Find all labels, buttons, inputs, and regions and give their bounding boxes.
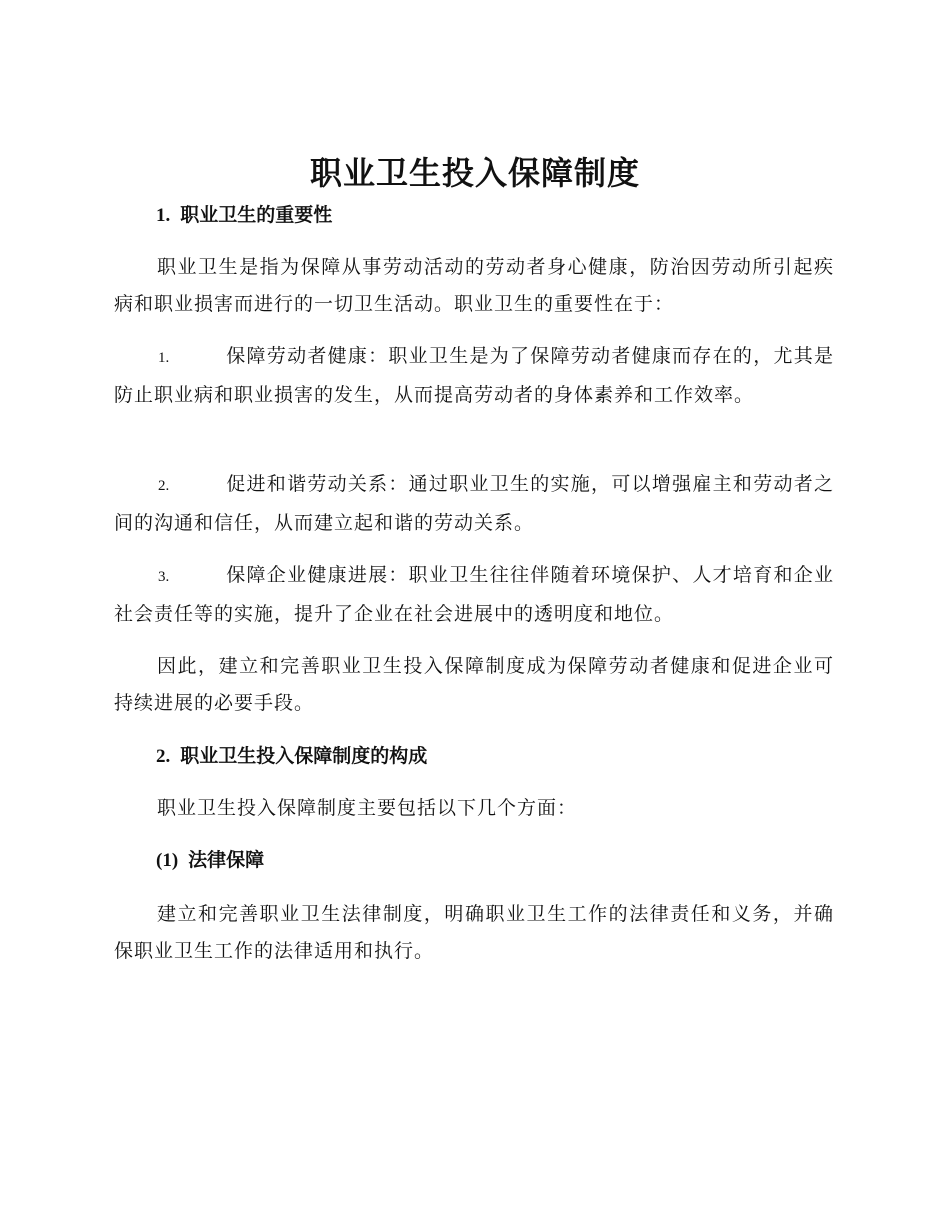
subsection-1-heading-text: 法律保障 [188,849,265,871]
document-title: 职业卫生投入保障制度 [309,154,640,192]
section-1-heading [156,200,332,231]
section-1-conclusion: 因此，建立和完善职业卫生投入保障制度成为保障劳动者健康和促进企业可持续进展的必要手段。 [114,655,834,714]
list-item-2-number: 2. [158,478,170,494]
list-item-1-text: 保障劳动者健康：职业卫生是为了保障劳动者健康而存在的，尤其是防止职业病和职业损害的发生，从而提高劳动者的身体素养和工作效率。 [114,345,834,406]
section-2-number: 2. [156,746,171,767]
list-item-3-number: 3. [158,569,170,585]
subsection-1-heading [156,845,264,876]
section-2-intro: 职业卫生投入保障制度主要包括以下几个方面： [157,797,578,819]
list-item-2-text: 促进和谐劳动关系：通过职业卫生的实施，可以增强雇主和劳动者之间的沟通和信任，从而建立起和谐的劳动关系。 [114,473,834,534]
section-1-intro: 职业卫生是指为保障从事劳动活动的劳动者身心健康，防治因劳动所引起疾病和职业损害而进行的一切卫生活动。职业卫生的重要性在于： [114,256,834,315]
subsection-1-text: 建立和完善职业卫生法律制度，明确职业卫生工作的法律责任和义务，并确保职业卫生工作的法律适用和执行。 [114,903,834,962]
list-item-3-text: 保障企业健康进展：职业卫生往往伴随着环境保护、人才培育和企业社会责任等的实施，提升了企业在社会进展中的透明度和地位。 [114,564,834,625]
list-item-1 [114,338,834,414]
section-2-heading [156,741,427,772]
list-item-3 [114,557,834,633]
list-item-2 [114,466,834,542]
list-item-1-number: 1. [158,350,170,366]
section-1-heading-text: 职业卫生的重要性 [180,204,333,226]
section-1-number: 1. [156,205,171,226]
subsection-1-number: (1) [156,850,179,871]
section-2-heading-text: 职业卫生投入保障制度的构成 [180,745,428,767]
